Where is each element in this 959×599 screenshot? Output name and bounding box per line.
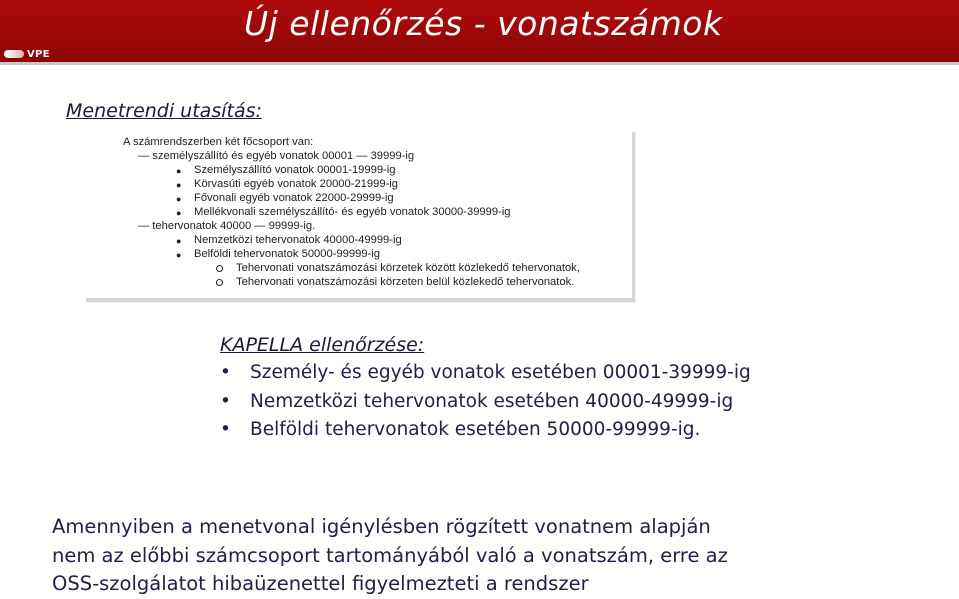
list-item-text: Belföldi tehervonatok esetében 50000-99999-ig. [250, 419, 701, 440]
bullet-icon: • [220, 419, 231, 440]
excerpt-line: Fővonali egyéb vonatok 22000-29999-ig [194, 192, 394, 204]
page-title: Új ellenőrzés - vonatszámok [244, 4, 723, 43]
excerpt-subbullet-icon [216, 265, 223, 272]
excerpt-line: Belföldi tehervonatok 50000-99999-ig [194, 248, 380, 260]
header-bar [0, 0, 959, 62]
excerpt-bullet: ● [176, 166, 182, 176]
excerpt-line: Mellékvonali személyszállító- és egyéb vonatok 30000-39999-ig [194, 206, 511, 218]
paragraph-line: OSS-szolgálatot hibaüzenettel figyelmezteti a rendszer [52, 572, 589, 595]
list-item-text: Személy- és egyéb vonatok esetében 00001-39999-ig [250, 362, 751, 383]
kapella-heading: KAPELLA ellenőrzése: [220, 334, 425, 356]
bullet-icon: • [220, 362, 231, 383]
excerpt-subbullet-icon [216, 279, 223, 286]
excerpt-line: — tehervonatok 40000 — 99999-ig. [138, 220, 316, 232]
regulation-excerpt [86, 132, 635, 302]
excerpt-line: Tehervonati vonatszámozási körzeten belül közlekedő tehervonatok. [236, 276, 575, 288]
logo-text: VPE [27, 48, 50, 60]
excerpt-line: Nemzetközi tehervonatok 40000-49999-ig [194, 234, 402, 246]
excerpt-line: Tehervonati vonatszámozási körzetek között közlekedő tehervonatok, [236, 262, 580, 274]
paragraph-line: nem az előbbi számcsoport tartományából való a vonatszám, erre az [52, 543, 728, 567]
list-item-text: Nemzetközi tehervonatok esetében 40000-49999-ig [250, 390, 734, 412]
excerpt-bullet: ● [176, 236, 182, 246]
excerpt-bullet: ● [176, 180, 182, 190]
warning-paragraph [52, 513, 952, 599]
excerpt-line: — személyszállító és egyéb vonatok 00001 — 39999-ig [138, 150, 415, 162]
menetrendi-heading: Menetrendi utasítás: [66, 100, 262, 122]
logo-mark-icon [4, 50, 24, 58]
paragraph-line: Amennyiben a menetvonal igénylésben rögzített vonatnem alapján [52, 515, 711, 538]
excerpt-bullet: ● [176, 250, 182, 260]
excerpt-line: A számrendszerben két főcsoport van: [123, 136, 314, 148]
vpe-logo [4, 48, 50, 60]
header-divider [0, 62, 959, 65]
bullet-icon: • [220, 390, 231, 412]
excerpt-bullet: ● [176, 194, 182, 204]
excerpt-line: Személyszállító vonatok 00001-19999-ig [194, 164, 396, 176]
excerpt-line: Körvasúti egyéb vonatok 20000-21999-ig [194, 178, 399, 190]
excerpt-bullet: ● [176, 208, 182, 218]
